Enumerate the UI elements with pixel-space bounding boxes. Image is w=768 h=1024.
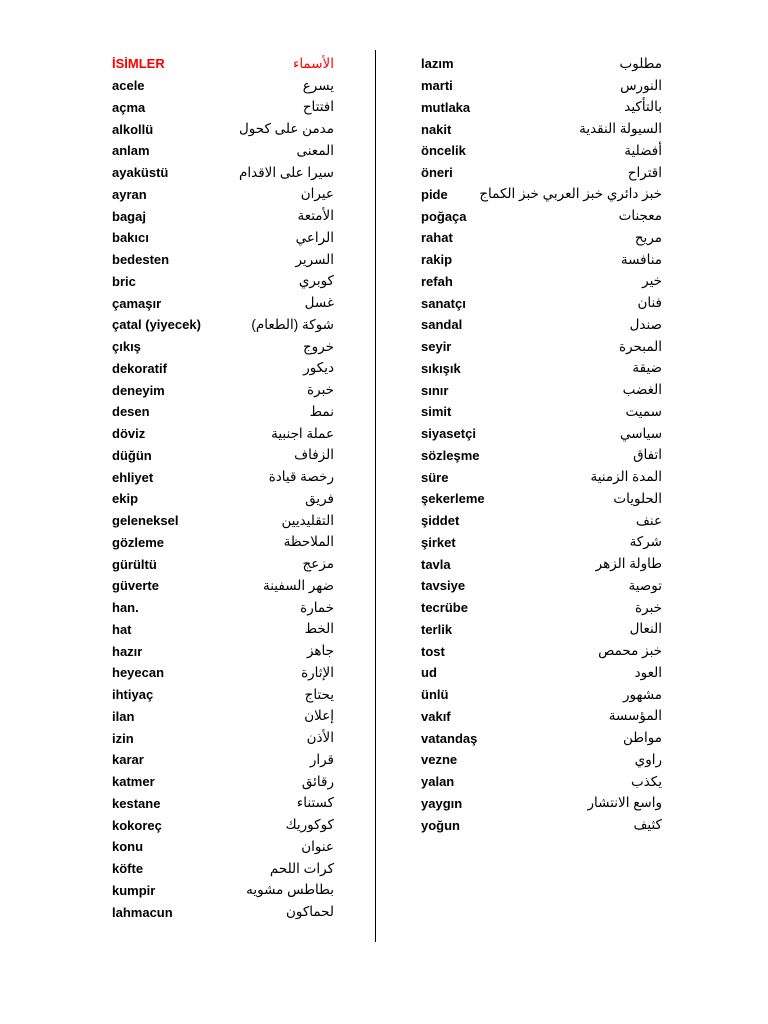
turkish-word: gürültü [112,556,157,572]
turkish-word: tost [421,643,445,659]
vocab-row [421,227,662,249]
vocab-row [421,184,662,206]
turkish-word: tavsiye [421,578,466,594]
vocab-row [112,423,334,445]
arabic-translation: جاهز [306,643,334,659]
arabic-translation: ديكور [303,360,334,376]
arabic-translation: عملة اجنبية [271,425,334,441]
turkish-word: şiddet [421,513,460,529]
arabic-translation: كستناء [296,795,334,811]
arabic-translation: طاولة الزهر [595,556,662,572]
arabic-translation: الملاحظة [283,534,334,550]
turkish-word: köfte [112,861,144,877]
vocab-row [421,684,662,706]
vocab-row [421,793,662,815]
turkish-word: ayran [112,186,147,202]
arabic-translation: النعال [629,621,662,637]
turkish-word: çıkış [112,339,141,355]
arabic-translation: خير [642,273,662,289]
arabic-translation: المبحرة [619,338,662,354]
vocab-row [112,118,334,140]
turkish-word: ünlü [421,687,449,703]
turkish-word: şekerleme [421,491,485,507]
vocab-row [112,271,334,293]
turkish-word: ihtiyaç [112,687,154,703]
vocab-row [112,466,334,488]
turkish-word: sözleşme [421,447,480,463]
turkish-word: hazır [112,643,143,659]
turkish-word: tecrübe [421,600,468,616]
turkish-word: heyecan [112,665,165,681]
turkish-word: bric [112,273,136,289]
turkish-word: kokoreç [112,817,162,833]
header-row [112,53,334,75]
arabic-translation: مواطن [623,730,662,746]
arabic-translation: النورس [620,77,662,93]
turkish-word: yaygın [421,795,463,811]
vocab-row [421,118,662,140]
turkish-word: açma [112,99,146,115]
vocab-row [112,510,334,532]
arabic-translation: ضهر السفينة [262,577,334,593]
arabic-translation: لحماكون [285,904,334,920]
turkish-word: marti [421,78,453,94]
turkish-word: mutlaka [421,99,471,115]
turkish-word: gözleme [112,534,165,550]
arabic-translation: واسع الانتشار [587,795,662,811]
vocab-row [112,880,334,902]
arabic-translation: افتتاح [302,99,334,115]
arabic-translation: التقليديين [281,512,334,528]
vocab-row [421,249,662,271]
vocab-row [421,532,662,554]
arabic-translation: سميت [625,403,662,419]
arabic-translation: بطاطس مشويه [246,882,334,898]
turkish-word: sanatçı [421,295,466,311]
turkish-word: nakit [421,121,452,137]
vocab-row [112,706,334,728]
arabic-translation: أفضلية [624,142,662,158]
arabic-translation: قرار [309,751,334,767]
turkish-word: lazım [421,56,454,72]
vocab-row [421,53,662,75]
arabic-translation: فريق [305,490,334,506]
arabic-translation: يسرع [302,77,334,93]
vocab-row [421,597,662,619]
turkish-word: karar [112,752,144,768]
vocab-row [112,314,334,336]
vocab-row [112,684,334,706]
arabic-translation: الزفاف [294,447,334,463]
vocab-row [421,423,662,445]
vocab-row [421,814,662,836]
turkish-word: vakıf [421,708,451,724]
vocab-row [112,379,334,401]
vocab-row [112,97,334,119]
arabic-translation: خبز محمص [598,643,662,659]
arabic-translation: معجنات [618,208,662,224]
vocab-row [112,292,334,314]
vocab-row [112,597,334,619]
vocab-row [112,836,334,858]
vocab-row [112,793,334,815]
arabic-translation: مطلوب [619,55,662,71]
vocab-row [112,140,334,162]
arabic-translation: المدة الزمنية [590,469,662,485]
arabic-translation: المعنى [296,142,334,158]
arabic-translation: عنوان [301,838,334,854]
arabic-translation: يكذب [630,773,662,789]
arabic-translation: عيران [300,186,334,202]
turkish-word: ekip [112,491,139,507]
vocab-row [112,619,334,641]
vocab-row [421,292,662,314]
arabic-translation: الخط [304,621,334,637]
arabic-translation: بالتأكيد [624,99,662,115]
vocab-row [421,401,662,423]
turkish-word: sınır [421,382,449,398]
arabic-translation: صندل [629,316,662,332]
turkish-word: sıkışık [421,360,461,376]
vocab-row [421,379,662,401]
arabic-translation: الإثارة [301,664,334,680]
turkish-word: döviz [112,426,146,442]
arabic-translation: شوكة (الطعام) [251,316,334,332]
arabic-translation: خبرة [635,599,662,615]
arabic-translation: راوي [634,751,662,767]
turkish-word: bakıcı [112,230,149,246]
turkish-word: han. [112,600,139,616]
vocab-row [421,336,662,358]
vocab-row [421,727,662,749]
arabic-translation: السرير [295,251,334,267]
vocab-row [112,249,334,271]
vocab-row [112,358,334,380]
vocab-row [421,162,662,184]
arabic-translation: توصية [628,577,662,593]
arabic-translation: ضيقة [632,360,662,376]
vocab-row [112,814,334,836]
turkish-word: kestane [112,795,161,811]
turkish-word: katmer [112,774,155,790]
turkish-word: alkollü [112,121,154,137]
turkish-word: acele [112,78,145,94]
turkish-word: konu [112,839,144,855]
arabic-translation: منافسة [620,251,662,267]
turkish-word: desen [112,404,150,420]
turkish-word: çamaşır [112,295,162,311]
arabic-translation: الغضب [622,382,662,398]
arabic-translation: سيرا على الاقدام [239,164,334,180]
turkish-word: bagaj [112,208,146,224]
arabic-translation: إعلان [304,708,334,724]
turkish-word: vatandaş [421,730,478,746]
arabic-translation: اتفاق [633,447,662,463]
vocab-row [421,488,662,510]
arabic-translation: مدمن على كحول [238,121,334,137]
turkish-word: siyasetçi [421,426,476,442]
left-column [112,53,334,923]
arabic-translation: سياسي [619,425,662,441]
arabic-translation: خبز دائري خبز العربي خبز الكماج [479,186,662,202]
vocab-row [421,97,662,119]
turkish-word: güverte [112,578,159,594]
turkish-word: pide [421,186,448,202]
vocab-row [112,640,334,662]
vocab-row [112,662,334,684]
turkish-word: seyir [421,339,452,355]
vocab-row [421,271,662,293]
vocab-row [421,662,662,684]
header-turkish: İSİMLER [112,56,165,72]
turkish-word: ayaküstü [112,165,169,181]
arabic-translation: مشهور [623,686,662,702]
turkish-word: bedesten [112,252,170,268]
arabic-translation: مريح [634,229,662,245]
vocab-row [421,749,662,771]
arabic-translation: خروج [302,338,334,354]
arabic-translation: اقتراح [627,164,662,180]
vocab-row [112,575,334,597]
vocab-row [112,553,334,575]
arabic-translation: كوكوريك [285,817,334,833]
turkish-word: ilan [112,708,135,724]
vocab-row [421,640,662,662]
turkish-word: terlik [421,621,453,637]
arabic-translation: عنف [635,512,662,528]
column-divider [375,50,376,942]
turkish-word: geleneksel [112,513,179,529]
vocab-row [421,575,662,597]
vocab-row [421,358,662,380]
vocab-row [112,401,334,423]
vocab-row [112,445,334,467]
turkish-word: düğün [112,447,152,463]
arabic-translation: رقائق [301,773,334,789]
arabic-translation: الراعي [295,229,334,245]
turkish-word: öneri [421,165,453,181]
arabic-translation: نمط [309,403,334,419]
vocab-row [112,771,334,793]
arabic-translation: شركة [629,534,662,550]
vocab-row [112,75,334,97]
arabic-translation: يحتاج [304,686,334,702]
vocab-row [112,336,334,358]
arabic-translation: السيولة النقدية [579,121,662,137]
vocab-row [112,205,334,227]
vocab-row [421,140,662,162]
turkish-word: rahat [421,230,453,246]
vocab-row [112,858,334,880]
header-arabic: الأسماء [292,55,334,71]
arabic-translation: خبرة [307,382,334,398]
vocab-row [112,749,334,771]
turkish-word: sandal [421,317,463,333]
vocab-row [421,466,662,488]
arabic-translation: الأمتعة [297,208,334,224]
arabic-translation: مزعج [302,556,334,572]
turkish-word: şirket [421,534,456,550]
arabic-translation: العود [634,664,662,680]
arabic-translation: كثيف [633,817,662,833]
turkish-word: refah [421,273,453,289]
turkish-word: öncelik [421,143,466,159]
vocab-row [421,205,662,227]
vocab-row [421,553,662,575]
arabic-translation: المؤسسة [608,708,662,724]
vocab-row [421,75,662,97]
turkish-word: vezne [421,752,458,768]
vocab-row [421,314,662,336]
vocab-row [112,184,334,206]
arabic-translation: الأذن [306,730,334,746]
turkish-word: deneyim [112,382,165,398]
turkish-word: süre [421,469,449,485]
turkish-word: rakip [421,252,453,268]
vocab-row [421,771,662,793]
vocab-row [112,532,334,554]
turkish-word: yoğun [421,817,460,833]
turkish-word: çatal (yiyecek) [112,317,201,333]
turkish-word: dekoratif [112,360,167,376]
vocab-row [112,227,334,249]
turkish-word: ehliyet [112,469,154,485]
arabic-translation: فنان [637,295,662,311]
vocab-row [421,445,662,467]
turkish-word: lahmacun [112,904,173,920]
arabic-translation: رخصة قيادة [268,469,334,485]
turkish-word: yalan [421,774,455,790]
turkish-word: kumpir [112,882,156,898]
turkish-word: hat [112,621,132,637]
vocab-row [112,901,334,923]
right-column [421,53,662,836]
vocab-row [421,706,662,728]
vocab-row [421,510,662,532]
turkish-word: tavla [421,556,451,572]
turkish-word: anlam [112,143,150,159]
turkish-word: poğaça [421,208,467,224]
turkish-word: izin [112,730,134,746]
arabic-translation: غسل [304,295,334,311]
vocab-row [112,162,334,184]
turkish-word: simit [421,404,452,420]
turkish-word: ud [421,665,437,681]
arabic-translation: كوبري [298,273,334,289]
arabic-translation: خمارة [300,599,334,615]
arabic-translation: الحلويات [613,490,662,506]
vocab-row [421,619,662,641]
arabic-translation: كرات اللحم [269,860,334,876]
vocab-row [112,727,334,749]
vocab-row [112,488,334,510]
